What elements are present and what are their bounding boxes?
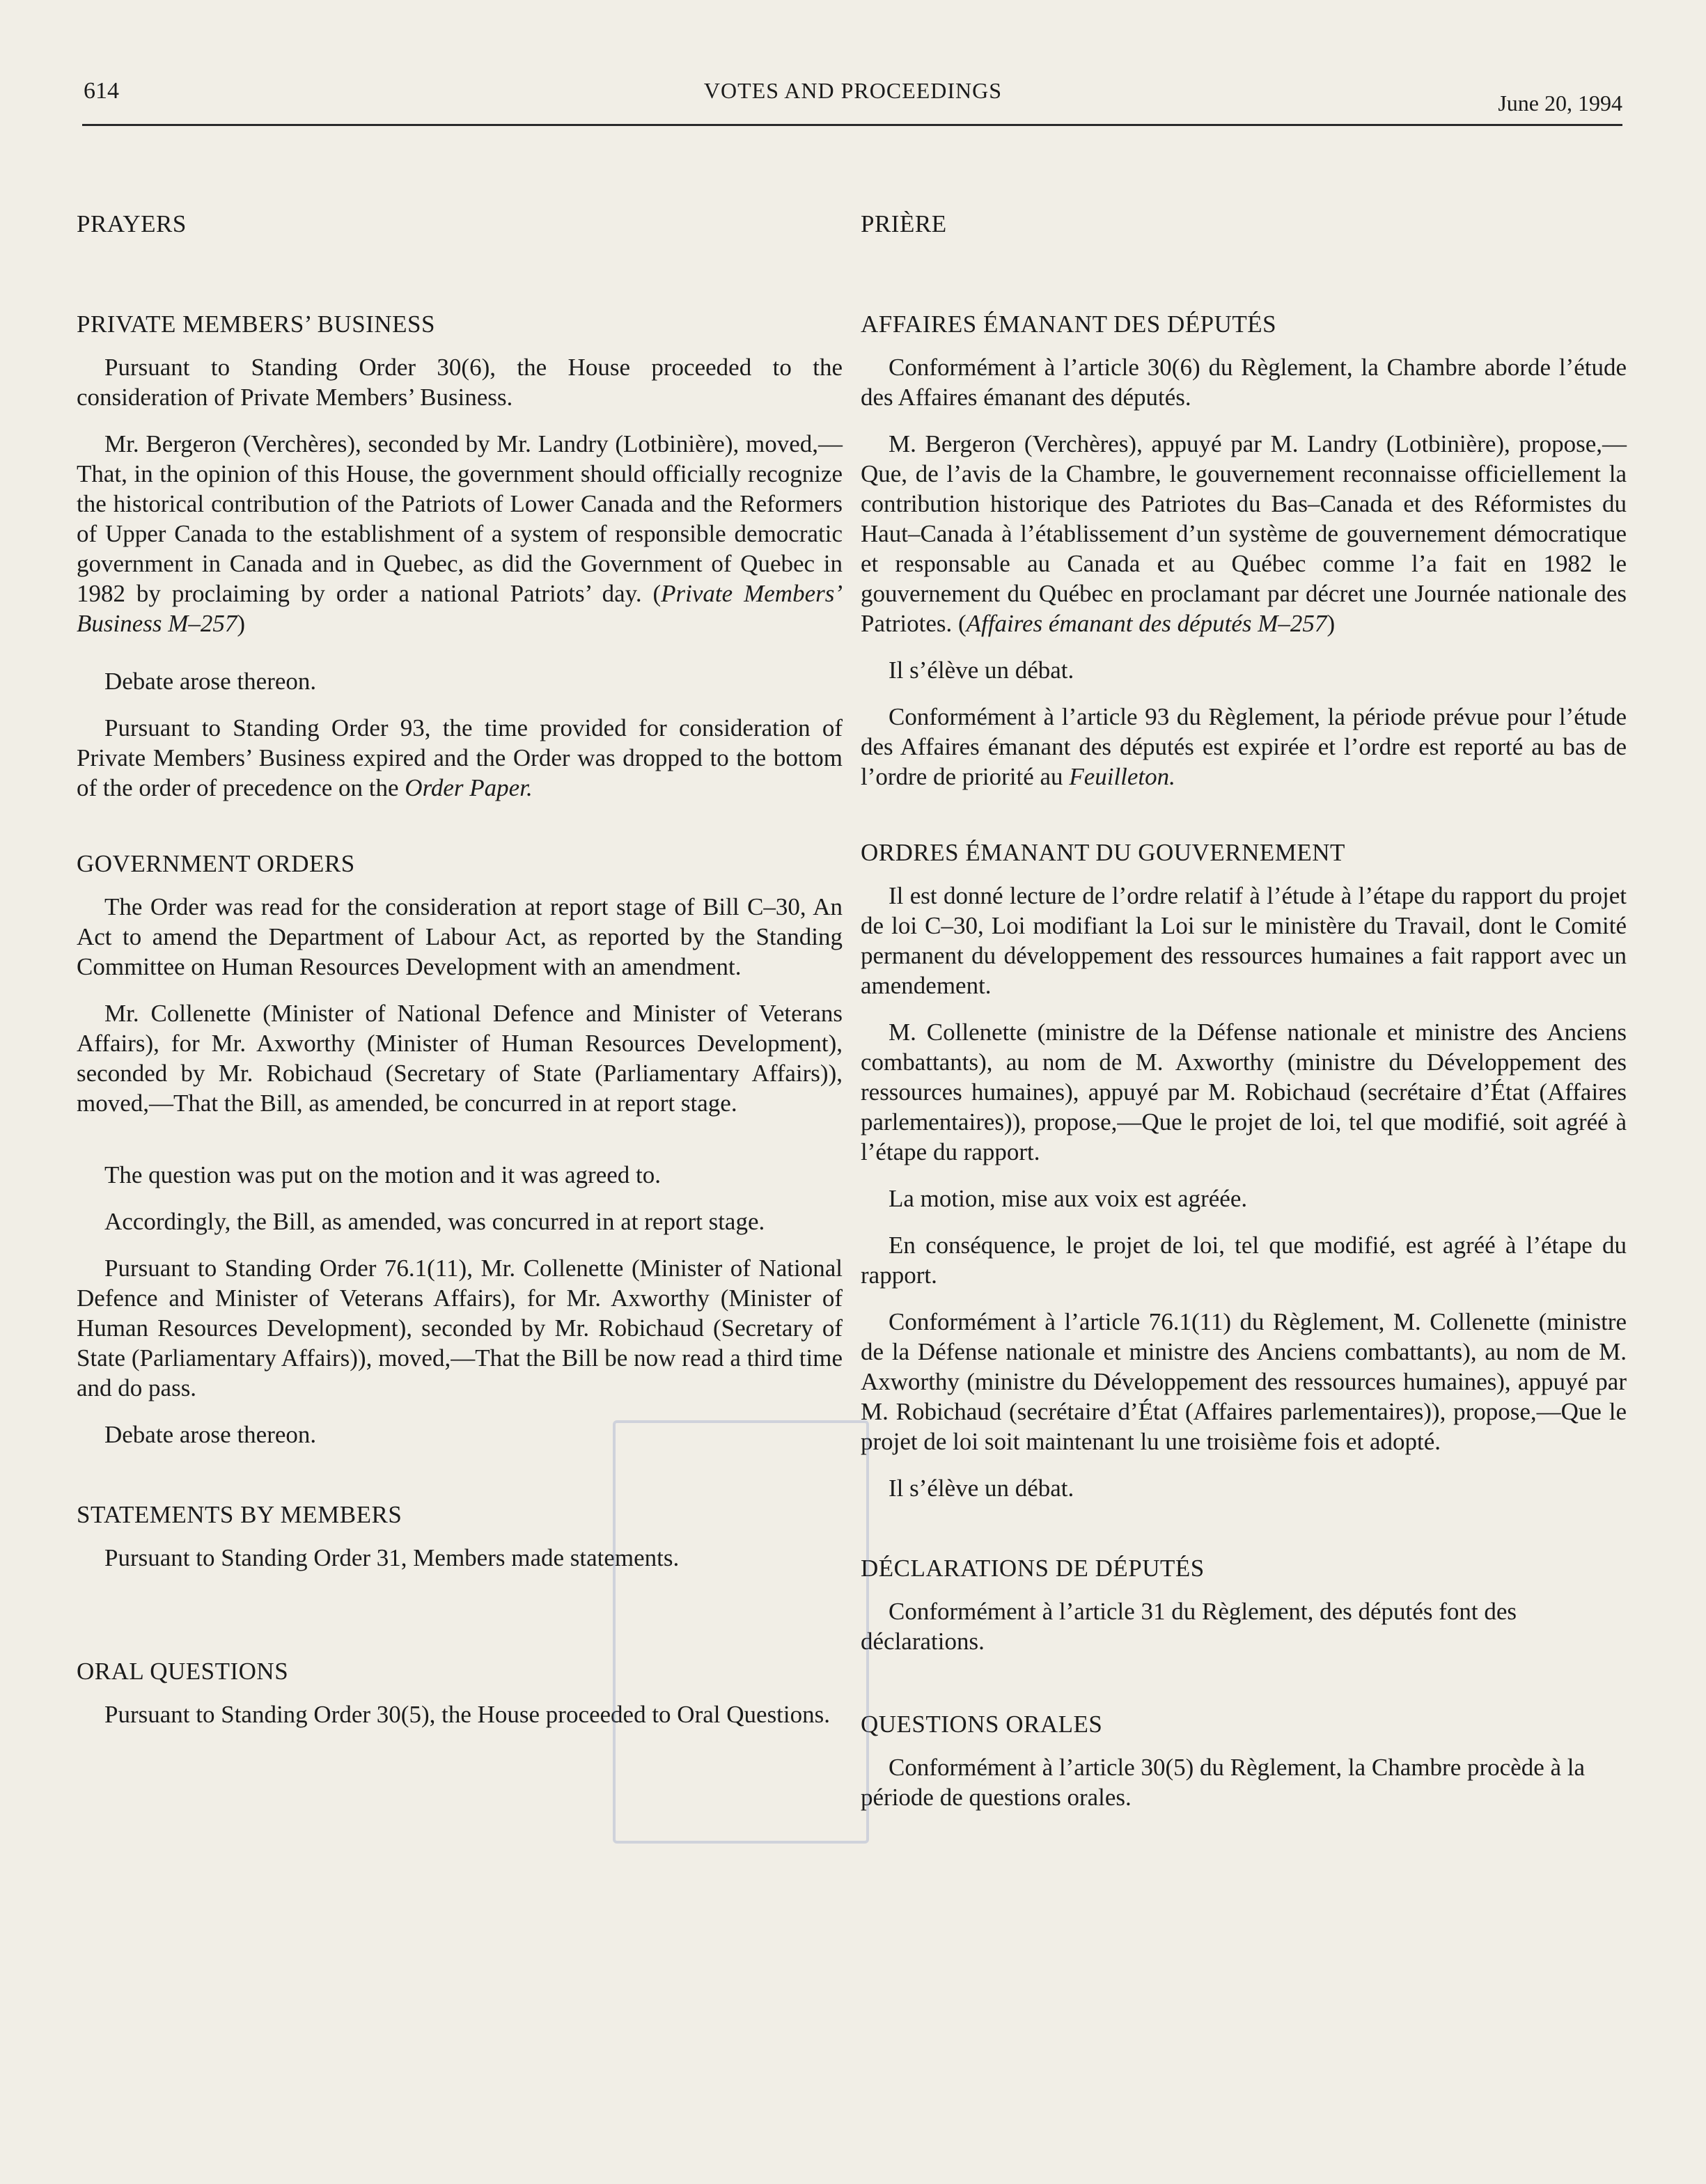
section-heading-ordres-emanant-du-gouvernement: ORDRES ÉMANANT DU GOUVERNEMENT [861, 839, 1345, 866]
french-column [861, 209, 1627, 1829]
paragraph [861, 702, 1627, 792]
paragraph: Il est donné lecture de l’ordre relatif à l’étude à l’étape du rapport du projet de loi C–30, Loi modifiant la Loi sur le ministère du Travail, dont le Comité permanent du développement des ressources humaines a fait rapport avec un amendement. [861, 882, 1627, 999]
paragraph-text: M. Bergeron (Verchères), appuyé par M. Landry (Lotbinière), propose,—Que, de l’avis de la Chambre, le gouvernement reconnaisse officiellement la contribution historique des Patriotes du Bas–Canada et des Réformistes du Haut–Canada à l’établissement d’un système de gouvernement démocratique et responsable au Canada et au Québec comme l’a fait en 1982 le gouvernement du Québec en proclamant par décret une Journée nationale des Patriotes. [861, 430, 1627, 637]
paragraph: M. Bergeron (Verchères), appuyé par M. Landry (Lotbinière), propose,—Que, de l’avis de la Chambre, le gouvernement reconnaisse officiellement la contribution historique des Patriotes du Bas–Canada et des Réformistes du Haut–Canada à l’établissement d’un système de gouvernement démocratique et responsable au Canada et au Québec comme l’a fait en 1982 le gouvernement du Québec en proclamant par décret une Journée nationale des Patriotes. (Affaires émanant des députés M–257) [861, 430, 1627, 637]
paragraph: The Order was read for the consideration at report stage of Bill C–30, An Act to amend the Department of Labour Act, as reported by the Standing Committee on Human Resources Development with an amendment. [77, 893, 843, 980]
paragraph: M. Collenette (ministre de la Défense nationale et ministre des Anciens combattants), au nom de M. Axworthy (ministre du Développement des ressources humaines), appuyé par M. Robichaud (secrétaire d’État (Affaires parlementaires)), propose,—Que le projet de loi, tel que modifié, soit agréé à l’étape du rapport. [861, 1019, 1627, 1165]
header-date: June 20, 1994 [1498, 91, 1622, 116]
paragraph: Il s’élève un débat. [889, 657, 1074, 684]
section-heading-affaires-emanant-des-deputes: AFFAIRES ÉMANANT DES DÉPUTÉS [861, 311, 1277, 338]
section-heading-questions-orales: QUESTIONS ORALES [861, 1711, 1103, 1738]
paragraph: Debate arose thereon. [104, 1421, 317, 1448]
section-heading-private-members-business: PRIVATE MEMBERS’ BUSINESS [77, 311, 435, 338]
paragraph-text: Pursuant to Standing Order 93, the time provided for consideration of Private Members’ Business expired and the Order was dropped to the bottom of the order of precedence on the [77, 714, 843, 801]
paragraph: Conformément à l’article 30(5) du Règlement, la Chambre procède à la période de questions orales. [861, 1754, 1586, 1811]
received-stamp [613, 1420, 869, 1844]
paragraph: Mr. Bergeron (Verchères), seconded by Mr. Landry (Lotbinière), moved,—That, in the opinion of this House, the government should officially recognize the historical contribution of the Patriots of Lower Canada and the Reformers of Upper Canada to the establishment of a system of responsible democratic government in Canada and in Quebec, as did the Government of Quebec in 1982 by proclaiming by order a national Patriots’ day. (Private Members’ Business M–257) [77, 430, 843, 637]
paragraph: Il s’élève un débat. [889, 1475, 1074, 1502]
running-title: VOTES AND PROCEEDINGS [703, 78, 1003, 103]
paragraph: Pursuant to Standing Order 31, Members made statements. [104, 1544, 680, 1571]
business-reference: Private Members’ Business M–257 [77, 580, 843, 637]
feuilleton-ref: Feuilleton. [1069, 763, 1175, 790]
paragraph-text: Mr. Bergeron (Verchères), seconded by Mr. Landry (Lotbinière), moved,—That, in the opinion of this House, the government should officially recognize the historical contribution of the Patriots of Lower Canada and the Reformers of Upper Canada to the establishment of a system of responsible democratic government in Canada and in Quebec, as did the Government of Quebec in 1982 by proclaiming by order a national Patriots’ day. [77, 430, 843, 607]
section-heading-oral-questions: ORAL QUESTIONS [77, 1658, 289, 1685]
page-header [84, 78, 1622, 120]
paragraph: Pursuant to Standing Order 30(5), the House proceeded to Oral Questions. [104, 1701, 831, 1728]
paragraph-text: Conformément à l’article 93 du Règlement, la période prévue pour l’étude des Affaires émanant des députés est expirée et l’ordre est reporté au bas de l’ordre de priorité au [861, 703, 1627, 790]
business-reference: Affaires émanant des députés M–257 [966, 610, 1327, 637]
paragraph: Mr. Collenette (Minister of National Defence and Minister of Veterans Affairs), for Mr. Axworthy (Minister of Human Resources Development), seconded by Mr. Robichaud (Secretary of State (Parliamentary Affairs)), moved,—That the Bill, as amended, be concurred in at report stage. [77, 1000, 843, 1117]
paragraph: Pursuant to Standing Order 30(6), the House proceeded to the consideration of Private Members’ Business. [77, 354, 843, 411]
bleed-through-watermark [599, 153, 1198, 201]
header-rule [82, 124, 1622, 126]
paragraph: La motion, mise aux voix est agréée. [889, 1185, 1248, 1212]
paragraph: Pursuant to Standing Order 76.1(11), Mr. Collenette (Minister of National Defence and Minister of Veterans Affairs), for Mr. Axworthy (Minister of Human Resources Development), seconded by Mr. Robichaud (Secretary of State (Parliamentary Affairs)), moved,—That the Bill be now read a third time and do pass. [77, 1255, 843, 1401]
section-heading-prayers: PRAYERS [77, 210, 187, 237]
page-number: 614 [84, 78, 119, 104]
paragraph: Debate arose thereon. [104, 668, 317, 695]
paragraph: The question was put on the motion and it was agreed to. [104, 1161, 662, 1188]
paragraph: Conformément à l’article 31 du Règlement, des députés font des déclarations. [861, 1598, 1517, 1655]
paragraph [77, 713, 843, 803]
paragraph: Accordingly, the Bill, as amended, was concurred in at report stage. [104, 1208, 765, 1235]
paragraph: Conformément à l’article 30(6) du Règlement, la Chambre aborde l’étude des Affaires émanant des députés. [861, 354, 1627, 411]
paragraph: Conformément à l’article 76.1(11) du Règlement, M. Collenette (ministre de la Défense nationale et ministre des Anciens combattants), au nom de M. Axworthy (ministre du Développement des ressources humaines), appuyé par M. Robichaud (secrétaire d’État (Affaires parlementaires)), propose,—Que le projet de loi soit maintenant lu une troisième fois et adopté. [861, 1308, 1627, 1455]
section-heading-priere: PRIÈRE [861, 210, 947, 237]
section-heading-statements-by-members: STATEMENTS BY MEMBERS [77, 1501, 402, 1528]
paragraph: En conséquence, le projet de loi, tel que modifié, est agréé à l’étape du rapport. [861, 1232, 1627, 1289]
section-heading-declarations-de-deputes: DÉCLARATIONS DE DÉPUTÉS [861, 1555, 1205, 1582]
section-heading-government-orders: GOVERNMENT ORDERS [77, 850, 355, 877]
order-paper-ref: Order Paper. [405, 774, 533, 801]
